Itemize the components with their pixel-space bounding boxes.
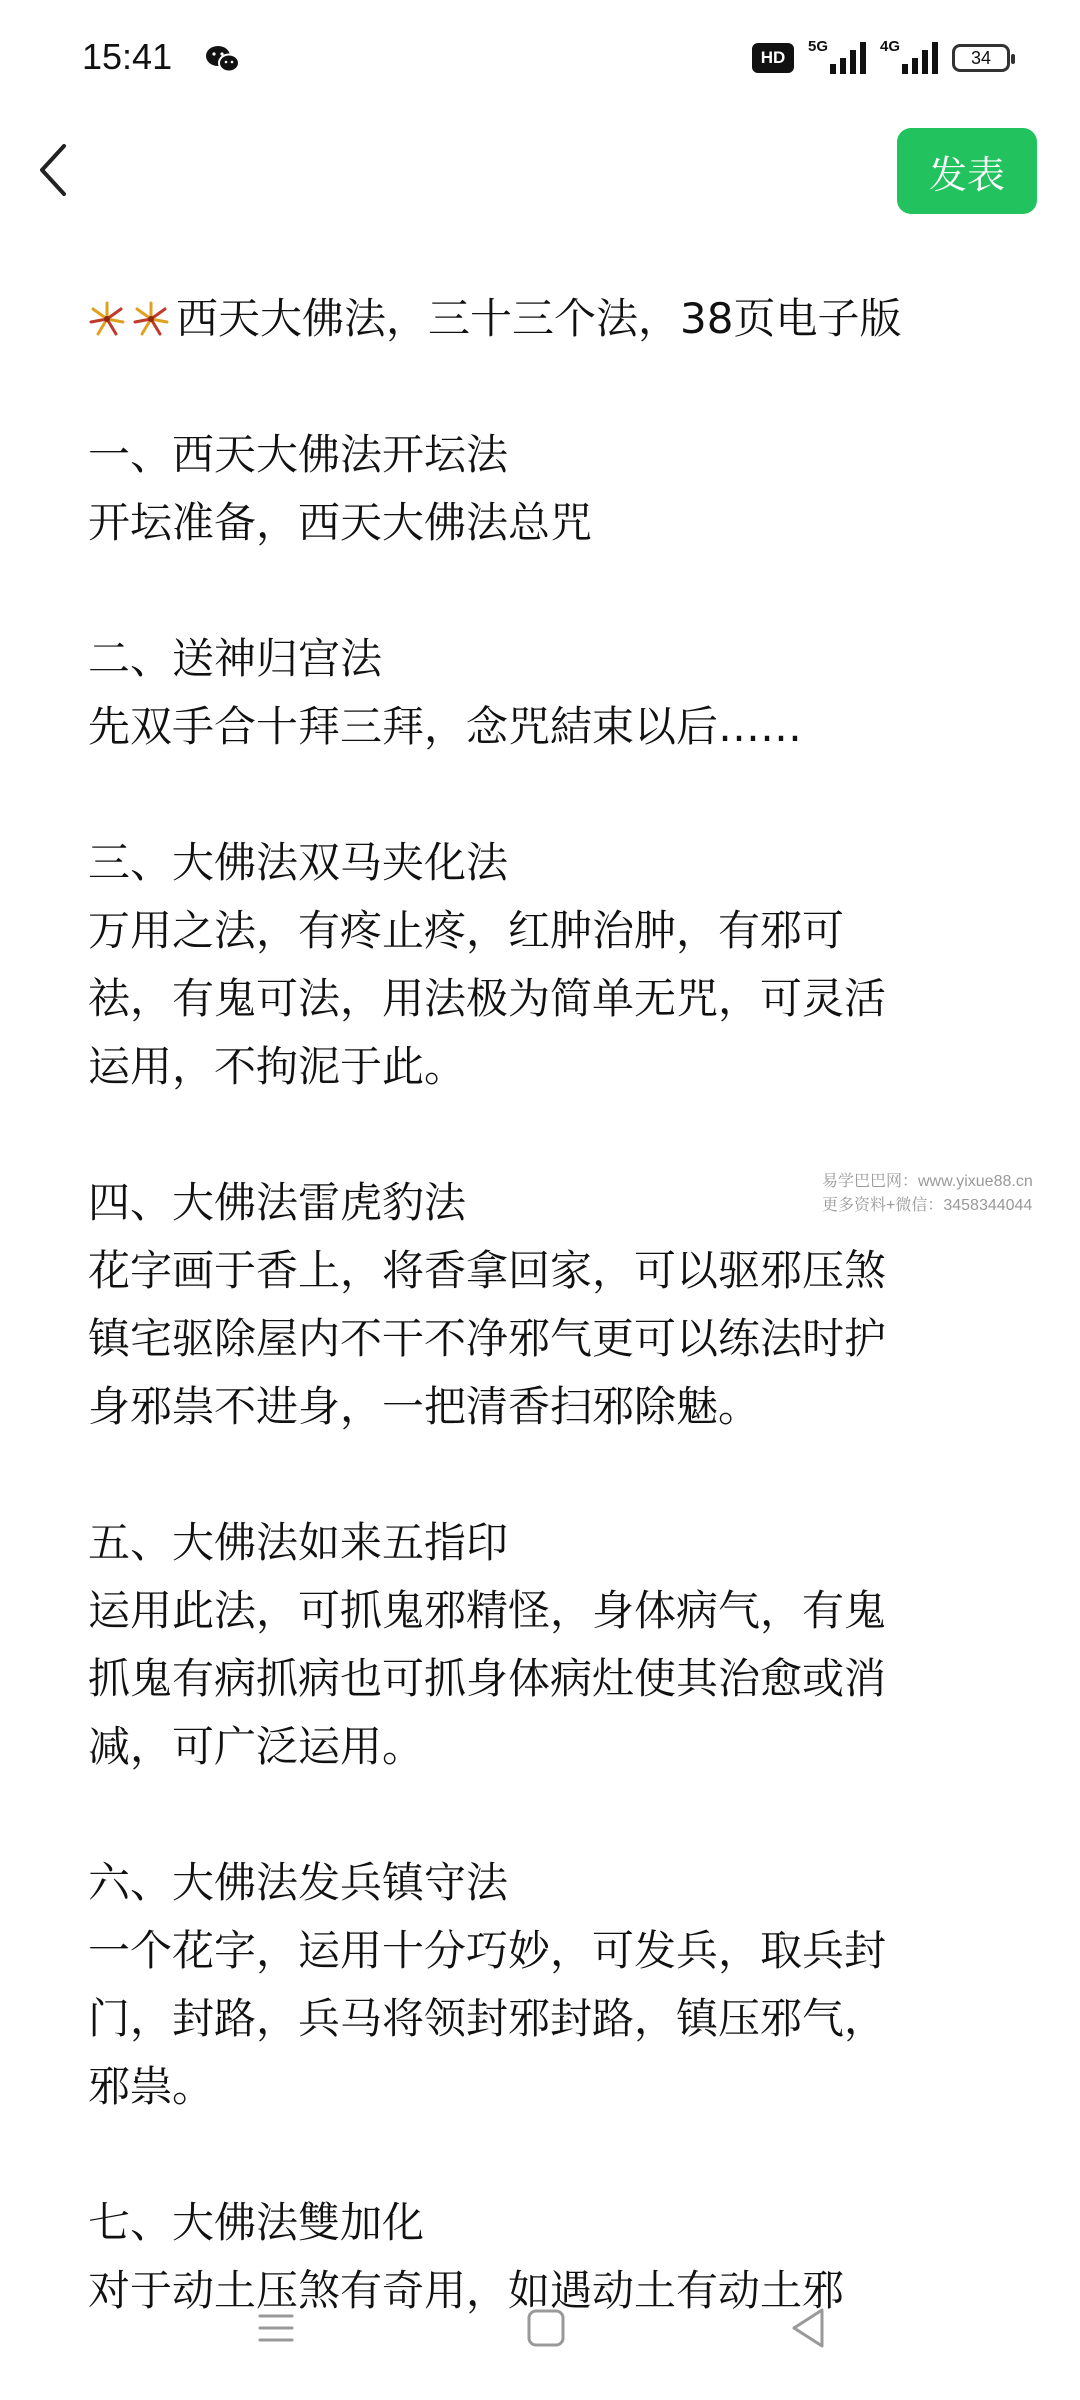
- wechat-icon: [205, 44, 241, 74]
- section-line: 一个花字，运用十分巧妙，可发兵，取兵封: [88, 1926, 887, 1975]
- section-line: 花字画于香上，将香拿回家，可以驱邪压煞: [88, 1246, 887, 1295]
- section-line: 祛，有鬼可法，用法极为简单无咒，可灵活: [88, 974, 887, 1023]
- section-heading: 四、大佛法雷虎豹法: [88, 1178, 467, 1227]
- battery-level: 34: [970, 47, 992, 68]
- menu-icon[interactable]: [246, 2298, 306, 2358]
- signal-5g-icon: [808, 40, 866, 76]
- section-heading: 二、送神归宫法: [88, 634, 383, 683]
- status-bar: [0, 0, 1080, 120]
- hd-voice-icon: [752, 43, 794, 73]
- section-line: 身邪祟不进身，一把清香扫邪除魅。: [88, 1382, 761, 1431]
- fireworks-icon: [132, 300, 170, 338]
- watermark-line-1: 易学巴巴网：www.yixue88.cn: [822, 1173, 1033, 1190]
- net2-label: 4G: [880, 38, 901, 55]
- section-line: 先双手合十拜三拜，念咒結束以后……: [88, 702, 803, 751]
- battery-icon: [952, 44, 1010, 72]
- status-time: 15:41: [82, 36, 173, 77]
- section-line: 抓鬼有病抓病也可抓身体病灶使其治愈或消: [88, 1654, 887, 1703]
- net1-label: 5G: [808, 38, 829, 55]
- section-heading: 一、西天大佛法开坛法: [88, 430, 509, 479]
- section-heading: 七、大佛法雙加化: [88, 2198, 425, 2247]
- section-line: 运用，不拘泥于此。: [88, 1042, 467, 1091]
- back-arrow-icon[interactable]: [32, 138, 76, 202]
- section-line: 减，可广泛运用。: [88, 1722, 425, 1771]
- post-section: [88, 421, 1008, 557]
- section-line: 邪祟。: [88, 2062, 215, 2111]
- post-title-line: [88, 285, 1008, 353]
- section-line: 开坛准备，西天大佛法总咒: [88, 498, 593, 547]
- watermark-line-2: 更多资料+微信：3458344044: [822, 1197, 1033, 1214]
- post-section: [88, 829, 1008, 1101]
- watermark: [822, 1170, 1033, 1218]
- section-heading: 五、大佛法如来五指印: [88, 1518, 509, 1567]
- publish-button[interactable]: 发表: [897, 128, 1037, 214]
- section-heading: 六、大佛法发兵镇守法: [88, 1858, 509, 1907]
- hd-label: HD: [760, 48, 786, 67]
- section-line: 镇宅驱除屋内不干不净邪气更可以练法时护: [88, 1314, 887, 1363]
- fireworks-icon: [88, 300, 126, 338]
- section-line: 运用此法，可抓鬼邪精怪，身体病气，有鬼: [88, 1586, 887, 1635]
- back-triangle-icon[interactable]: [780, 2298, 840, 2358]
- post-section: [88, 625, 1008, 761]
- post-title: 西天大佛法，三十三个法，38页电子版: [176, 294, 902, 343]
- signal-4g-icon: [880, 40, 938, 76]
- section-heading: 三、大佛法双马夹化法: [88, 838, 509, 887]
- section-line: 对于动土压煞有奇用，如遇动土有动土邪: [88, 2266, 845, 2315]
- post-section: [88, 1849, 1008, 2121]
- home-icon[interactable]: [516, 2298, 576, 2358]
- section-line: 万用之法，有疼止疼，红肿治肿，有邪可: [88, 906, 845, 955]
- post-editor[interactable]: [88, 285, 1008, 2315]
- post-section: [88, 1509, 1008, 1781]
- navigation-bar: [0, 2270, 1080, 2400]
- section-line: 门，封路，兵马将领封邪封路，镇压邪气，: [88, 1994, 887, 2043]
